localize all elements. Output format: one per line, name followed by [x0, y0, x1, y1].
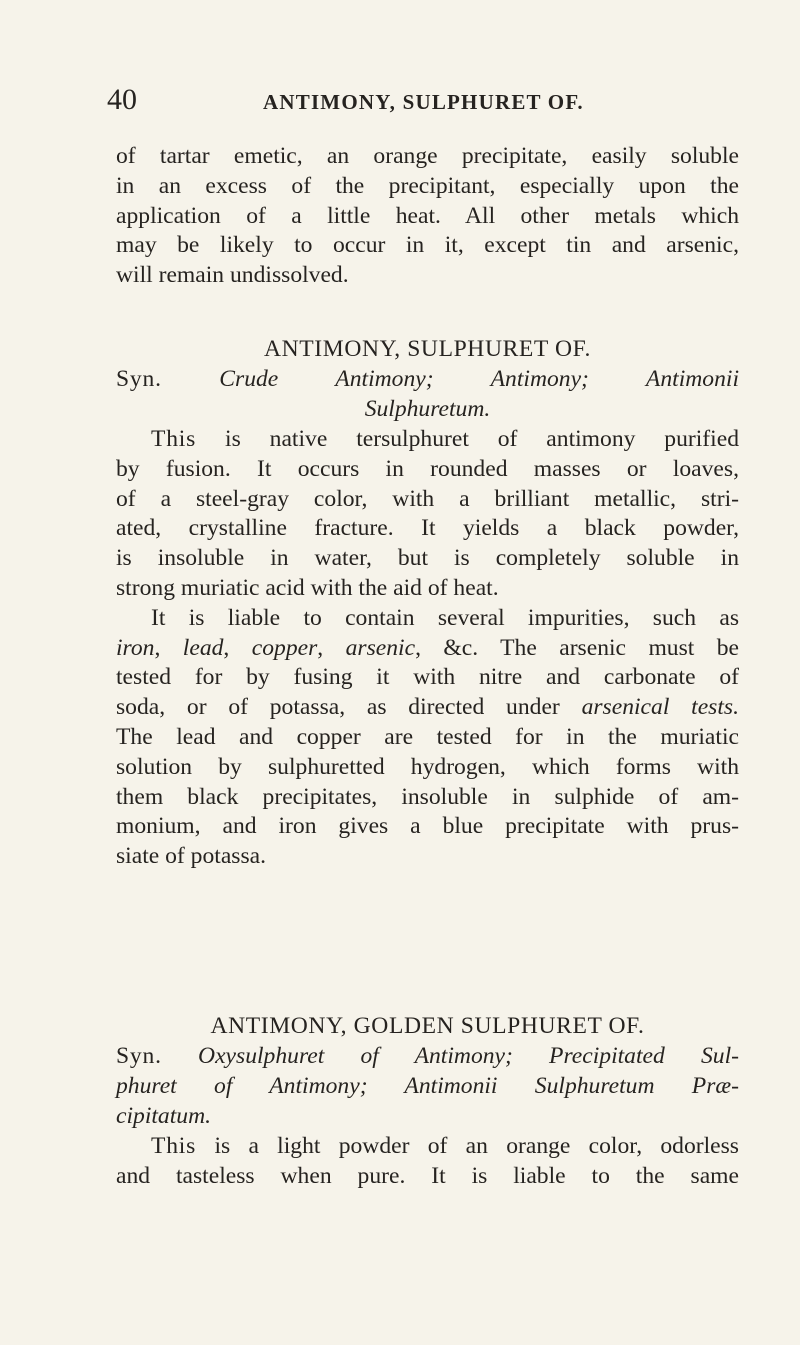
text-line: may be likely to occur in it, except tin and arsenic,: [116, 232, 739, 259]
section-heading-sulphuret: [116, 335, 739, 365]
text-line: by fusion. It occurs in rounded masses or loaves,: [116, 455, 739, 482]
synonym-text: Sulphuretum.: [364, 395, 491, 422]
running-head: [107, 80, 727, 120]
synonym-line: [116, 1042, 739, 1072]
synonym-line: [116, 1102, 739, 1132]
impurity-arsenic: arsenic: [345, 634, 416, 661]
text-line: strong muriatic acid with the aid of heat.: [116, 574, 499, 601]
synonym-text: cipitatum.: [116, 1102, 212, 1129]
text-line: is insoluble in water, but is completely soluble in: [116, 545, 739, 572]
text-line: solution by sulphuretted hydrogen, which forms with: [116, 753, 739, 780]
text-line: application of a little heat. All other metals which: [116, 202, 739, 229]
impurity-lead: lead: [182, 634, 224, 661]
syn-label: Syn.: [116, 366, 162, 392]
text-line: monium, and iron gives a blue precipitate with prus-: [116, 813, 739, 840]
text-line: The lead and copper are tested for in the muriatic: [116, 723, 739, 750]
synonym-text: phuret of Antimony; Antimonii Sulphuretum Præ-: [116, 1072, 739, 1099]
paragraph-lead: This: [151, 426, 197, 452]
line-text: is a light powder of an orange color, odorless: [214, 1133, 739, 1159]
text-line: [116, 1132, 739, 1162]
text-line: ated, crystalline fracture. It yields a black powder,: [116, 515, 739, 542]
section-heading: ANTIMONY, SULPHURET OF.: [264, 336, 591, 362]
synonym-line: [116, 1072, 739, 1102]
text-line: tested for by fusing it with nitre and carbonate of: [116, 664, 739, 691]
synonyms-golden: [116, 1042, 739, 1131]
impurity-copper: copper: [251, 634, 318, 661]
text-line: siate of potassa.: [116, 843, 267, 870]
text-line: [116, 693, 739, 723]
text-line: and tasteless when pure. It is liable to the same: [116, 1162, 739, 1189]
text-line: of a steel-gray color, with a brilliant metallic, stri-: [116, 485, 739, 512]
synonyms-sulphuret: [116, 365, 739, 425]
intro-paragraph: [116, 142, 739, 291]
line-text: is native tersulphuret of antimony purified: [225, 426, 739, 452]
synonym-text: Oxysulphuret of Antimony; Precipitated Sul-: [198, 1043, 739, 1069]
synonym-line: [116, 395, 739, 425]
section-heading: ANTIMONY, GOLDEN SULPHURET OF.: [210, 1013, 645, 1039]
text-line: It is liable to contain several impurities, such as: [151, 604, 739, 631]
impurity-iron: iron: [116, 634, 155, 661]
description-sulphuret: [116, 425, 739, 872]
synonym-text: Crude Antimony; Antimony; Antimonii: [219, 366, 739, 392]
running-title: ANTIMONY, SULPHURET OF.: [263, 90, 584, 114]
text-line: of tartar emetic, an orange precipitate, easily soluble: [116, 143, 739, 169]
text-line: will remain undissolved.: [116, 262, 349, 289]
syn-label: Syn.: [116, 1043, 162, 1069]
line-text: soda, or of potassa, as directed under: [116, 694, 560, 721]
text-line: iron, lead, copper, arsenic, &c. The arsenic must be: [116, 634, 740, 661]
page-number: 40: [107, 83, 137, 116]
section-heading-golden: [116, 1012, 739, 1042]
synonym-line: [116, 365, 739, 395]
cross-reference: arsenical tests.: [581, 694, 739, 721]
text-line: in an excess of the precipitant, especially upon the: [116, 172, 739, 199]
text-line: [116, 425, 739, 455]
paragraph-lead: This: [151, 1133, 197, 1159]
line-text: &c. The arsenic must be: [443, 634, 740, 661]
text-line: them black precipitates, insoluble in sulphide of am-: [116, 783, 739, 810]
description-golden: [116, 1132, 739, 1192]
